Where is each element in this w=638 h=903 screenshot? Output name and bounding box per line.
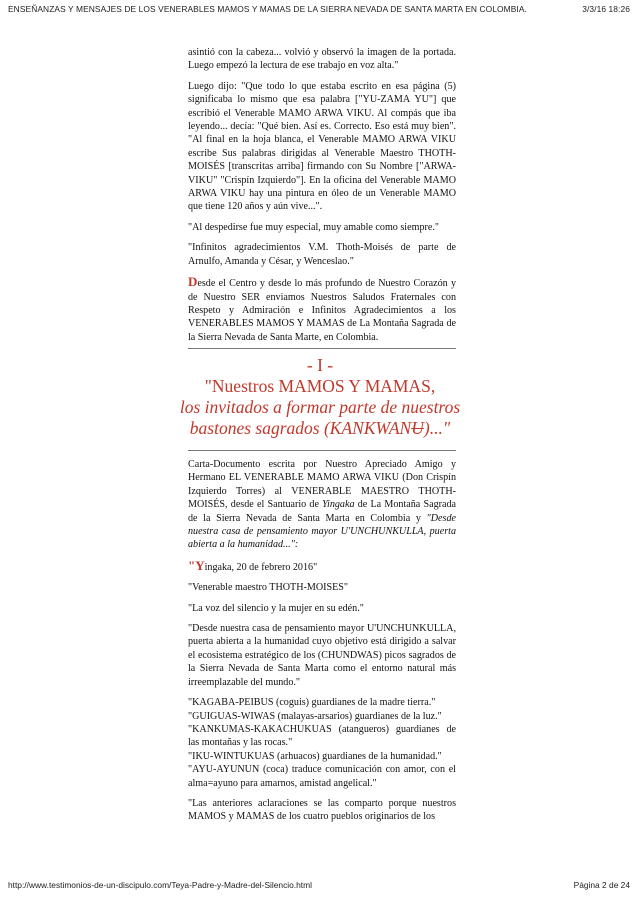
section-title-line2: los invitados a formar parte de nuestros <box>179 397 461 417</box>
list-item: "KAGABA-PEIBUS (coguis) guardianes de la madre tierra." <box>188 697 436 709</box>
section-title-line3 <box>150 418 490 439</box>
place-name: Yingaka <box>322 499 355 511</box>
page-number: Página 2 de 24 <box>573 880 630 890</box>
quote: "Desde nuestra casa de pensamiento mayor U'UNCHUNKULLA, puerta abierta a la humanidad...": <box>188 512 456 551</box>
title-text: bastones sagrados (KANKWAN <box>189 418 412 438</box>
paragraph: "Las anteriores aclaraciones se las comparto porque nuestros MAMOS y MAMAS de los cuatro pueblos originarios de los <box>188 797 456 823</box>
footer-url[interactable]: http://www.testimonios-de-un-discipulo.com/Teya-Padre-y-Madre-del-Silencio.html <box>8 880 312 890</box>
drop-cap: D <box>188 274 198 290</box>
date-text: ingaka, 20 de febrero 2016" <box>204 561 318 573</box>
list-item: "AYU-AYUNUN (coca) traduce comunicación con amor, con el alma=ayuno para amarnos, amistad angelical." <box>188 764 456 789</box>
paragraph: asintió con la cabeza... volvió y observó la imagen de la portada. Luego empezó la lectura de ese trabajo en voz alta." <box>188 47 456 72</box>
paragraph-dropcap <box>188 275 456 344</box>
divider <box>188 450 456 451</box>
text: de La Montaña Sagrada de la Sierra Nevada de Santa Marta en Colombia y <box>188 499 456 524</box>
title-text: U <box>411 418 424 438</box>
paragraph: "Desde nuestra casa de pensamiento mayor U'UNCHUNKULLA, puerta abierta a la humanidad cuyo objetivo está dirigido a salvar el ecosistema estratégico de los (CHUNDWAS) picos sagrados de la Sierra Nevada de Santa Marta como el entorno natural más irreemplazable del mundo." <box>188 623 456 688</box>
list-item: "IKU-WINTUKUAS (arhuacos) guardianes de la humanidad." <box>188 750 442 762</box>
paragraph: "Infinitos agradecimientos V.M. Thoth-Moisés de parte de Arnulfo, Amanda y César, y Wenceslao." <box>188 242 456 267</box>
section-title <box>150 355 490 439</box>
section-numeral: - I - <box>306 355 334 375</box>
drop-cap: "Y <box>188 557 205 573</box>
paragraph-text: esde el Centro y desde lo más profundo de Nuestro Corazón y de Nuestro SER enviamos Nuestros Saludos Fraternales con Respeto y Admiración e Infinitos Agradecimientos a los VENERABLES MAMOS Y MAMAS de La Montaña Sagrada de la Sierra Nevada de Santa Marte, en Colombia. <box>188 278 456 343</box>
header-title: ENSEÑANZAS Y MENSAJES DE LOS VENERABLES MAMOS Y MAMAS DE LA SIERRA NEVADA DE SANTA MARTA EN COLOMBIA. <box>8 4 527 14</box>
title-text: )..." <box>423 418 451 438</box>
header-datetime: 3/3/16 18:26 <box>582 4 630 14</box>
page-footer <box>8 880 630 890</box>
paragraph: Luego dijo: "Que todo lo que estaba escrito en esa página (5) significaba lo mismo que esa palabra ["YU-ZAMA YU"] que escribió el Venerable MAMO ARWA VIKU. Al compás que iba leyendo... decía: "Qué bien. Así es. Correcto. Eso está muy bien". "Al final en la hoja blanca, el Venerable MAMO ARWA VIKU escribe Sus palabras dirigidas al Venerable Maestro THOTH-MOISÉS [transcritas arriba] firmando con Su Nombre ["ARWA-VIKU" "Crispín Izquierdo"]. En la oficina del Venerable MAMO ARWA VIKU hay una pintura en óleo de un Venerable MAMO que tiene 120 años y aún vive...". <box>188 80 456 213</box>
divider <box>188 348 456 349</box>
text: Carta-Documento escrita por Nuestro Apreciado Amigo y Hermano EL VENERABLE MAMO ARWA VIKU (Don Crispín Izquierdo Torres) al VENERABLE MAESTRO THOTH-MOISÉS, desde el Santuario de <box>188 459 456 511</box>
intro-paragraph <box>188 458 456 552</box>
top-column <box>188 46 456 351</box>
paragraph: "Al despedirse fue muy especial, muy amable como siempre." <box>188 221 439 233</box>
list-item: "GUIGUAS-WIWAS (malayas-arsarios) guardianes de la luz." <box>188 710 442 722</box>
body-column <box>188 458 456 831</box>
section-title-line1: "Nuestros MAMOS Y MAMAS, <box>204 376 436 396</box>
page-header <box>8 4 630 14</box>
paragraph: "Venerable maestro THOTH-MOISES" <box>188 582 348 594</box>
list-item: "KANKUMAS-KAKACHUKUAS (atangueros) guardianes de las montañas y las rocas." <box>188 723 456 749</box>
paragraph: "La voz del silencio y la mujer en su edén." <box>188 602 364 614</box>
date-line <box>188 559 456 574</box>
